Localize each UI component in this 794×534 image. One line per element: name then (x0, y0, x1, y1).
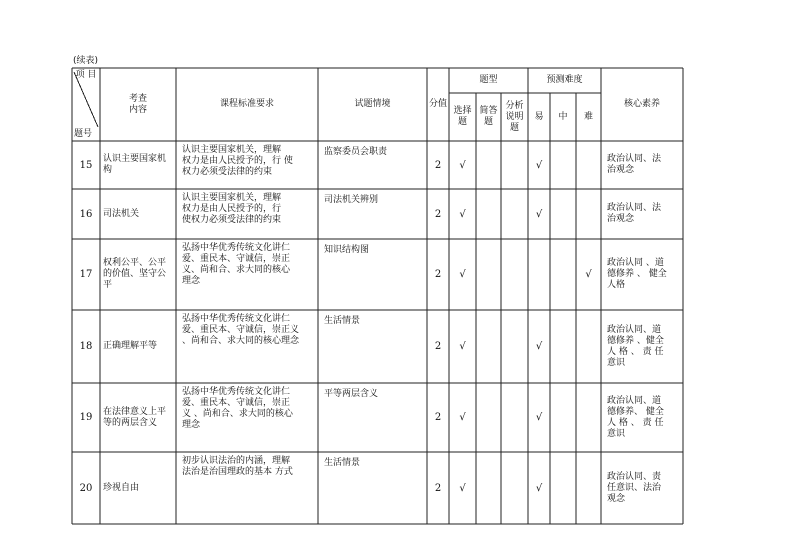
row-16-analysis-mark (501, 189, 528, 239)
header-type-analysis (501, 93, 528, 141)
row-20-analysis-mark (501, 452, 528, 524)
row-15-standard (176, 141, 318, 189)
row-15-core-literacy-text: 政治认同、法 治观念 (607, 154, 662, 175)
row-18-analysis-mark (501, 310, 528, 383)
row-20-number (72, 452, 100, 524)
row-15-medium-mark (550, 141, 576, 189)
row-17-easy-mark (528, 239, 550, 310)
row-18-number-text: 18 (79, 341, 93, 352)
header-type-short-answer-text: 简答 题 (479, 106, 498, 127)
row-18-score-text: 2 (434, 341, 442, 352)
header-content-text: 考查 内容 (128, 93, 147, 115)
row-16-choice-mark-text: √ (459, 208, 466, 220)
row-20-medium-mark (550, 452, 576, 524)
row-15-scenario-text: 监察委员会职责 (324, 147, 388, 157)
row-19-easy-mark-text: √ (535, 412, 543, 423)
row-20-content-text: 珍视自由 (103, 482, 140, 493)
header-difficulty-easy (528, 93, 550, 141)
row-18-hard-mark (576, 310, 601, 383)
row-17-choice-mark (449, 239, 476, 310)
row-16-score (427, 189, 449, 239)
row-20-short-answer-mark (476, 452, 501, 524)
row-16-score-text: 2 (434, 208, 442, 220)
header-type-choice (449, 93, 476, 141)
header-difficulty-hard-text: 难 (583, 111, 593, 122)
row-20-core-literacy (601, 452, 683, 524)
row-15-scenario (318, 141, 427, 189)
header-difficulty-medium (550, 93, 576, 141)
header-corner-number-text: 题号 (74, 128, 93, 139)
row-20-score-text: 2 (434, 482, 442, 494)
row-19-number-text: 19 (79, 412, 93, 423)
row-20-scenario-text: 生活情景 (324, 458, 361, 468)
row-17-hard-mark-text: √ (585, 269, 592, 280)
row-20-choice-mark-text: √ (459, 482, 466, 494)
row-20-easy-mark-text: √ (535, 482, 543, 494)
row-15-analysis-mark (501, 141, 528, 189)
row-16-scenario-text: 司法机关辨别 (324, 195, 379, 205)
row-15-content (100, 141, 176, 189)
row-17-medium-mark (550, 239, 576, 310)
row-15-score (427, 141, 449, 189)
row-18-scenario-text: 生活情景 (324, 316, 361, 326)
row-18-standard (176, 310, 318, 383)
row-19-standard (176, 383, 318, 452)
header-core-literacy (601, 68, 683, 141)
row-16-short-answer-mark (476, 189, 501, 239)
row-20-standard-text: 初步认识法治的内涵，理解 法治是治国理政的基本 方式 (182, 456, 293, 477)
row-17-standard (176, 239, 318, 310)
row-15-score-text: 2 (434, 159, 442, 171)
row-17-core-literacy (601, 239, 683, 310)
row-16-standard (176, 189, 318, 239)
row-18-core-literacy-text: 政治认同、道 德修养 、健全 人 格 、 责 任 意识 (607, 324, 664, 368)
row-17-standard-text: 弘扬中华优秀传统文化讲仁 爱、重民本、守诚信，崇正 义、尚和合、求大同的核心 理念 (182, 243, 291, 286)
row-18-choice-mark-text: √ (459, 341, 466, 352)
header-standard-text: 课程标准要求 (219, 99, 274, 109)
row-17-analysis-mark (501, 239, 528, 310)
row-20-score (427, 452, 449, 524)
header-corner-number (72, 127, 100, 141)
row-18-easy-mark (528, 310, 550, 383)
row-20-hard-mark (576, 452, 601, 524)
table-caption: (续表) (73, 56, 99, 66)
row-15-content-text: 认识主要国家机 构 (103, 154, 167, 175)
row-19-scenario-text: 平等两层含义 (324, 389, 379, 399)
row-16-easy-mark (528, 189, 550, 239)
row-15-easy-mark-text: √ (535, 159, 543, 171)
row-16-content-text: 司法机关 (103, 208, 140, 219)
header-standard (176, 68, 318, 141)
row-19-analysis-mark (501, 383, 528, 452)
row-15-easy-mark (528, 141, 550, 189)
row-17-core-literacy-text: 政治认同 、道 德修养 、 健全 人格 (607, 258, 667, 290)
row-17-content-text: 权利公平、公平 的价值、坚守公 平 (103, 258, 167, 290)
row-16-hard-mark (576, 189, 601, 239)
row-19-choice-mark-text: √ (459, 412, 466, 423)
header-difficulty-medium-text: 中 (558, 111, 568, 122)
row-15-choice-mark-text: √ (459, 159, 466, 171)
header-type-short-answer (476, 93, 501, 141)
row-19-core-literacy (601, 383, 683, 452)
row-20-core-literacy-text: 政治认同、责 任意识、法治 观念 (607, 471, 662, 504)
row-18-short-answer-mark (476, 310, 501, 383)
row-16-number (72, 189, 100, 239)
header-corner-item (72, 68, 100, 82)
header-question-type-text: 题型 (479, 75, 498, 85)
row-16-easy-mark-text: √ (535, 208, 543, 220)
row-19-hard-mark (576, 383, 601, 452)
row-18-core-literacy (601, 310, 683, 383)
row-17-score-text: 2 (434, 269, 442, 280)
header-difficulty (528, 68, 601, 93)
row-19-standard-text: 弘扬中华优秀传统文化讲仁 爱、重民本、守诚信，崇正 义 、尚和合、求大同的核心 理念 (182, 387, 293, 430)
row-19-score-text: 2 (434, 412, 442, 423)
row-19-score (427, 383, 449, 452)
header-difficulty-text: 预测难度 (546, 75, 583, 85)
header-question-type (449, 68, 528, 93)
row-15-number (72, 141, 100, 189)
row-19-choice-mark (449, 383, 476, 452)
header-core-literacy-text: 核心素养 (623, 99, 660, 109)
row-17-content (100, 239, 176, 310)
row-20-standard (176, 452, 318, 524)
row-17-short-answer-mark (476, 239, 501, 310)
row-17-scenario (318, 239, 427, 310)
row-15-short-answer-mark (476, 141, 501, 189)
row-17-hard-mark (576, 239, 601, 310)
row-15-choice-mark (449, 141, 476, 189)
row-19-short-answer-mark (476, 383, 501, 452)
row-17-choice-mark-text: √ (459, 269, 466, 280)
row-18-medium-mark (550, 310, 576, 383)
row-20-content (100, 452, 176, 524)
row-16-core-literacy-text: 政治认同、法 治观念 (607, 203, 662, 224)
row-20-scenario (318, 452, 427, 524)
row-17-number-text: 17 (79, 269, 93, 280)
row-17-score (427, 239, 449, 310)
row-18-score (427, 310, 449, 383)
row-20-choice-mark (449, 452, 476, 524)
row-19-medium-mark (550, 383, 576, 452)
row-18-easy-mark-text: √ (535, 341, 543, 352)
row-18-content (100, 310, 176, 383)
row-17-number (72, 239, 100, 310)
row-16-scenario (318, 189, 427, 239)
row-18-number (72, 310, 100, 383)
header-scenario-text: 试题情境 (354, 99, 391, 109)
row-16-core-literacy (601, 189, 683, 239)
row-16-choice-mark (449, 189, 476, 239)
header-content (100, 68, 176, 141)
row-20-easy-mark (528, 452, 550, 524)
row-16-standard-text: 认识主要国家机关，理解 权力是由人民授予的，行 使权力必须受法律的约束 (182, 193, 282, 225)
row-19-content-text: 在法律意义上平 等的两层含义 (103, 406, 167, 428)
header-type-analysis-text: 分析 说明 题 (505, 100, 524, 133)
row-19-easy-mark (528, 383, 550, 452)
header-score-text: 分值 (428, 99, 447, 109)
row-19-number (72, 383, 100, 452)
row-18-content-text: 正确理解平等 (103, 341, 158, 351)
row-15-number-text: 15 (79, 159, 93, 171)
row-16-content (100, 189, 176, 239)
header-score (427, 68, 449, 141)
header-corner-item-text: 项 目 (75, 69, 97, 80)
row-20-number-text: 20 (79, 482, 93, 494)
header-difficulty-hard (576, 93, 601, 141)
row-18-scenario (318, 310, 427, 383)
header-type-choice-text: 选择 题 (453, 106, 472, 127)
row-19-core-literacy-text: 政治认同、道 德修养、 健全 人 格 、 责 任 意识 (607, 395, 664, 439)
row-19-content (100, 383, 176, 452)
row-18-choice-mark (449, 310, 476, 383)
row-19-scenario (318, 383, 427, 452)
row-17-scenario-text: 知识结构图 (324, 245, 370, 255)
row-15-standard-text: 认识主要国家机关，理解 权力是由人民授予的，行 使 权力必须受法律的约束 (182, 145, 293, 177)
row-18-standard-text: 弘扬中华优秀传统文化讲仁 爱、重民本、守诚信，崇正义 、尚和合、求大同的核心理念 (182, 314, 300, 346)
row-15-core-literacy (601, 141, 683, 189)
header-difficulty-easy-text: 易 (534, 111, 544, 122)
row-15-hard-mark (576, 141, 601, 189)
row-16-number-text: 16 (79, 208, 93, 220)
header-scenario (318, 68, 427, 141)
row-16-medium-mark (550, 189, 576, 239)
